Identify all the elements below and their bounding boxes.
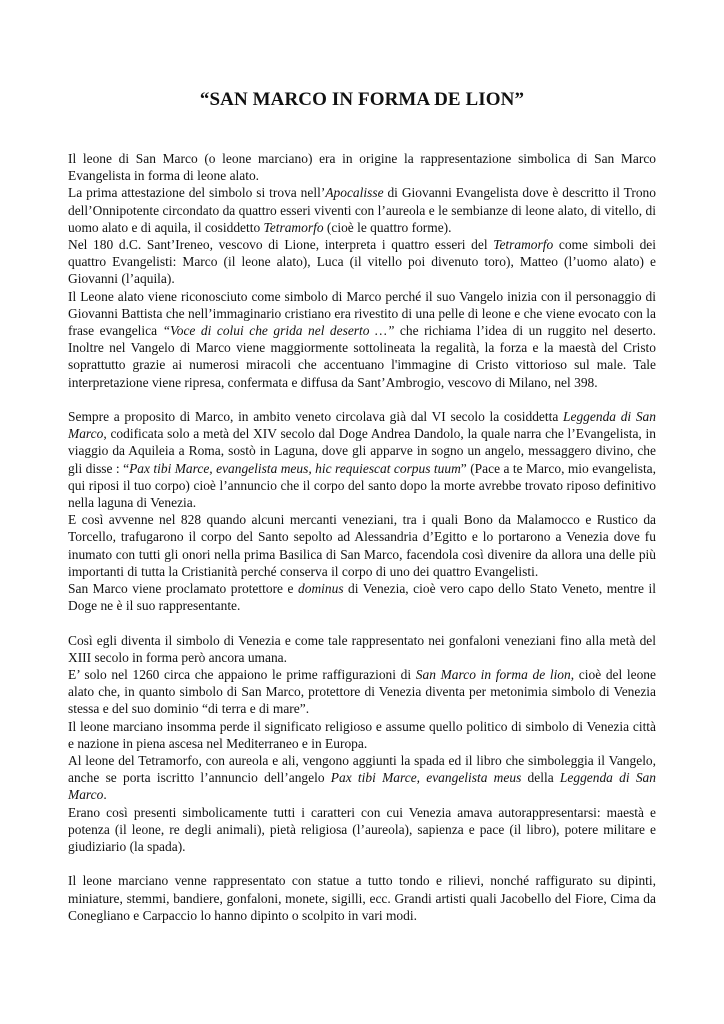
paragraph-apocalisse: La prima attestazione del simbolo si trova nell’Apocalisse di Giovanni Evangelista dove è descritto il Trono dell’Onnipotente circondato da quattro esseri viventi con l’aureola e le sembianze di leone alato, di vitello, di uomo alato e di aquila, il cosiddetto Tetramorfo (cioè le quattro forme). (68, 185, 656, 235)
paragraph-828: E così avvenne nel 828 quando alcuni mercanti veneziani, tra i quali Bono da Malamocco e Rustico da Torcello, trafugarono il corpo del Santo sepolto ad Alessandria d’Egitto e lo portarono a Venezia dove fu inumato con tutti gli onori nella prima Basilica di San Marco, facendola così divenire da allora una delle più importanti di tutta la Cristianità perché conserva il corpo di uno dei quattro Evangelisti. (68, 512, 656, 579)
paragraph-origin: Il leone di San Marco (o leone marciano) era in origine la rappresentazione simbolica di San Marco Evangelista in forma di leone alato. (68, 151, 656, 184)
page-title: “SAN MARCO IN FORMA DE LION” (199, 89, 525, 110)
document-body (68, 150, 656, 924)
paragraph-rappresentazioni: Il leone marciano venne rappresentato con statue a tutto tondo e rilievi, nonché raffigurato su dipinti, miniature, stemmi, bandiere, gonfaloni, monete, sigilli, ecc. Grandi artisti quali Jacobello del Fiore, Cima da Conegliano e Carpaccio lo hanno dipinto o scolpito in vari modi. (68, 873, 656, 923)
paragraph-gonfaloni: Così egli diventa il simbolo di Venezia e come tale rappresentato nei gonfaloni veneziani fino alla metà del XIII secolo in forma però ancora umana. (68, 632, 656, 665)
paragraph-1260: E’ solo nel 1260 circa che appaiono le prime raffigurazioni di San Marco in forma de lion, cioè del leone alato che, in quanto simbolo di San Marco, protettore di Venezia diventa per metonimia simbolo di Venezia stessa e del suo dominio “di terra e di mare”. (68, 667, 656, 717)
paragraph-ireneo: Nel 180 d.C. Sant’Ireneo, vescovo di Lione, interpreta i quattro esseri del Tetramorfo come simboli dei quattro Evangelisti: Marco (il leone alato), Luca (il vitello poi divenuto toro), Matteo (l’uomo alato) e Giovanni (l’aquila). (68, 237, 656, 287)
paragraph-gap (68, 391, 656, 408)
paragraph-leggenda: Sempre a proposito di Marco, in ambito veneto circolava già dal VI secolo la cosiddetta Leggenda di San Marco, codificata solo a metà del XIV secolo dal Doge Andrea Dandolo, la quale narra che l’Evangelista, in viaggio da Aquileia a Roma, sostò in Laguna, dove gli apparve in sogno un angelo, messaggero divino, che gli disse : “Pax tibi Marce, evangelista meus, hic requiescat corpus tuum” (Pace a te Marco, mio evangelista, qui riposi il tuo corpo) cioè l’annuncio che il corpo del santo dopo la morte avrebbe trovato riposo definitivo nella laguna di Venezia. (68, 409, 656, 511)
paragraph-dominus: San Marco viene proclamato protettore e dominus di Venezia, cioè vero capo dello Stato Veneto, mentre il Doge ne è il suo rappresentante. (68, 581, 656, 614)
paragraph-caratteri: Erano così presenti simbolicamente tutti i caratteri con cui Venezia amava autorappresentarsi: maestà e potenza (il leone, re degli animali), pietà religiosa (l’aureola), sapienza e pace (il libro), potere militare e giudiziario (la spada). (68, 804, 656, 855)
paragraph-politico: Il leone marciano insomma perde il significato religioso e assume quello politico di simbolo di Venezia città e nazione in piena ascesa nel Mediterraneo e in Europa. (68, 718, 656, 751)
paragraph-leone-alato: Il Leone alato viene riconosciuto come simbolo di Marco perché il suo Vangelo inizia con il personaggio di Giovanni Battista che nell’immaginario cristiano era rivestito di una pelle di leone e che viene evocato con la frase evangelica “Voce di colui che grida nel deserto …” che richiama l’idea di un ruggito nel deserto. Inoltre nel Vangelo di Marco viene maggiormente sottolineata la regalità, la forza e la maestà del Cristo soprattutto grazie ai numerosi miracoli che accentuano l'immagine di Cristo vittorioso sul male. Tale interpretazione viene ripresa, confermata e diffusa da Sant’Ambrogio, vescovo di Milano, nel 398. (68, 288, 656, 390)
paragraph-gap (68, 855, 656, 872)
paragraph-spada-libro: Al leone del Tetramorfo, con aureola e ali, vengono aggiunti la spada ed il libro che simboleggia il Vangelo, anche se porta iscritto l’annuncio dell’angelo Pax tibi Marce, evangelista meus della Leggenda di San Marco. (68, 753, 656, 803)
paragraph-gap (68, 614, 656, 631)
